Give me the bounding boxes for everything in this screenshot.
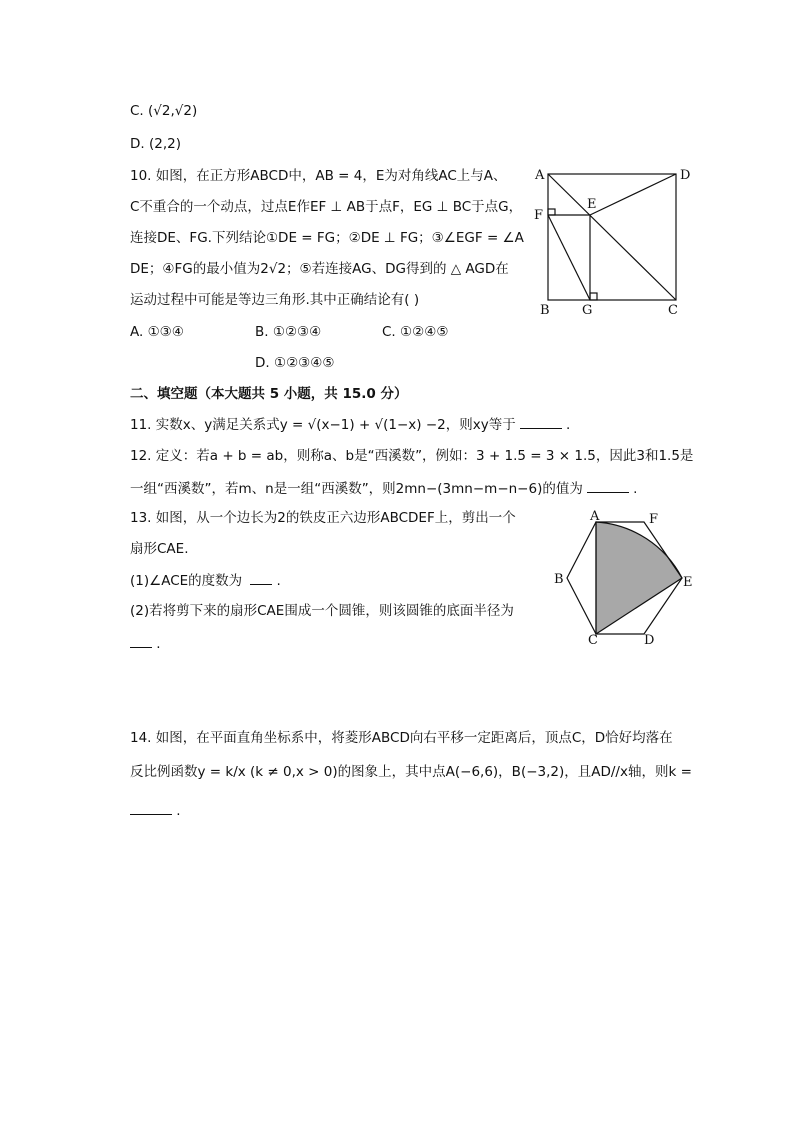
- prev-option-d: D. (2,2): [130, 136, 181, 152]
- hex-label-e: E: [683, 575, 693, 590]
- q12-text: 一组“西溪数”，若m、n是一组“西溪数”，则2mn−(3mn−m−n−6)的值为: [130, 481, 583, 497]
- q13-hexagon-figure: [550, 508, 700, 648]
- q10-line1: 10. 如图，在正方形ABCD中，AB = 4，E为对角线AC上与A、: [130, 168, 507, 184]
- hex-label-a: A: [590, 509, 600, 524]
- q10-line3: 连接DE、FG.下列结论①DE = FG；②DE ⊥ FG；③∠EGF = ∠A: [130, 230, 524, 246]
- hex-label-b: B: [554, 572, 564, 587]
- label-a: A: [535, 168, 545, 183]
- q13-part2-blank[interactable]: [130, 633, 152, 648]
- label-c: C: [668, 303, 678, 318]
- q13-part1-blank[interactable]: [250, 570, 272, 585]
- q10-option-d: D. ①②③④⑤: [255, 355, 335, 371]
- q12-answer-blank[interactable]: [587, 478, 629, 493]
- q10-option-c: C. ①②④⑤: [382, 324, 449, 340]
- label-g: G: [582, 303, 593, 318]
- q10-option-b: B. ①②③④: [255, 324, 322, 340]
- label-e: E: [587, 197, 597, 212]
- q13-line3: (1)∠ACE的度数为 .: [130, 570, 281, 591]
- q13-part1-text: (1)∠ACE的度数为: [130, 573, 243, 589]
- q10-option-a: A. ①③④: [130, 324, 184, 340]
- q13-line2: 扇形CAE.: [130, 541, 189, 557]
- q14-line3: .: [130, 800, 181, 821]
- hex-label-c: C: [588, 633, 598, 648]
- q10-line4: DE；④FG的最小值为2√2；⑤若连接AG、DG得到的 △ AGD在: [130, 261, 509, 277]
- q14-line1: 14. 如图，在平面直角坐标系中，将菱形ABCD向右平移一定距离后，顶点C，D恰好均落在: [130, 730, 673, 746]
- prev-option-c: C. (√2,√2): [130, 103, 198, 119]
- hex-label-f: F: [649, 512, 659, 527]
- q11-line: 11. 实数x、y满足关系式y = √(x−1) + √(1−x) −2，则xy等于 .: [130, 414, 570, 435]
- q11-answer-blank[interactable]: [520, 414, 562, 429]
- q14-answer-blank[interactable]: [130, 800, 172, 815]
- q13-line1: 13. 如图，从一个边长为2的铁皮正六边形ABCDEF上，剪出一个: [130, 510, 516, 526]
- q13-line4: (2)若将剪下来的扇形CAE围成一个圆锥，则该圆锥的底面半径为: [130, 603, 514, 619]
- q13-line5: .: [130, 633, 161, 654]
- label-b: B: [540, 303, 550, 318]
- q14-line2: 反比例函数y = k/x (k ≠ 0,x > 0)的图象上，其中点A(−6,6)，B(−3,2)，且AD//x轴，则k =: [130, 764, 692, 780]
- q10-line2: C不重合的一个动点，过点E作EF ⊥ AB于点F，EG ⊥ BC于点G，: [130, 199, 523, 215]
- label-f: F: [534, 208, 544, 223]
- q10-square-figure: [530, 162, 700, 320]
- q11-text: 11. 实数x、y满足关系式y = √(x−1) + √(1−x) −2，则xy等于: [130, 417, 516, 433]
- label-d: D: [680, 168, 691, 183]
- q10-line5: 运动过程中可能是等边三角形.其中正确结论有( ): [130, 292, 420, 308]
- q12-line2: 一组“西溪数”，若m、n是一组“西溪数”，则2mn−(3mn−m−n−6)的值为 .: [130, 478, 637, 499]
- hex-label-d: D: [644, 633, 655, 648]
- section-2-header: 二、填空题（本大题共 5 小题，共 15.0 分）: [130, 386, 408, 402]
- q12-line1: 12. 定义：若a + b = ab，则称a、b是“西溪数”，例如：3 + 1.5 = 3 × 1.5，因此3和1.5是: [130, 448, 694, 464]
